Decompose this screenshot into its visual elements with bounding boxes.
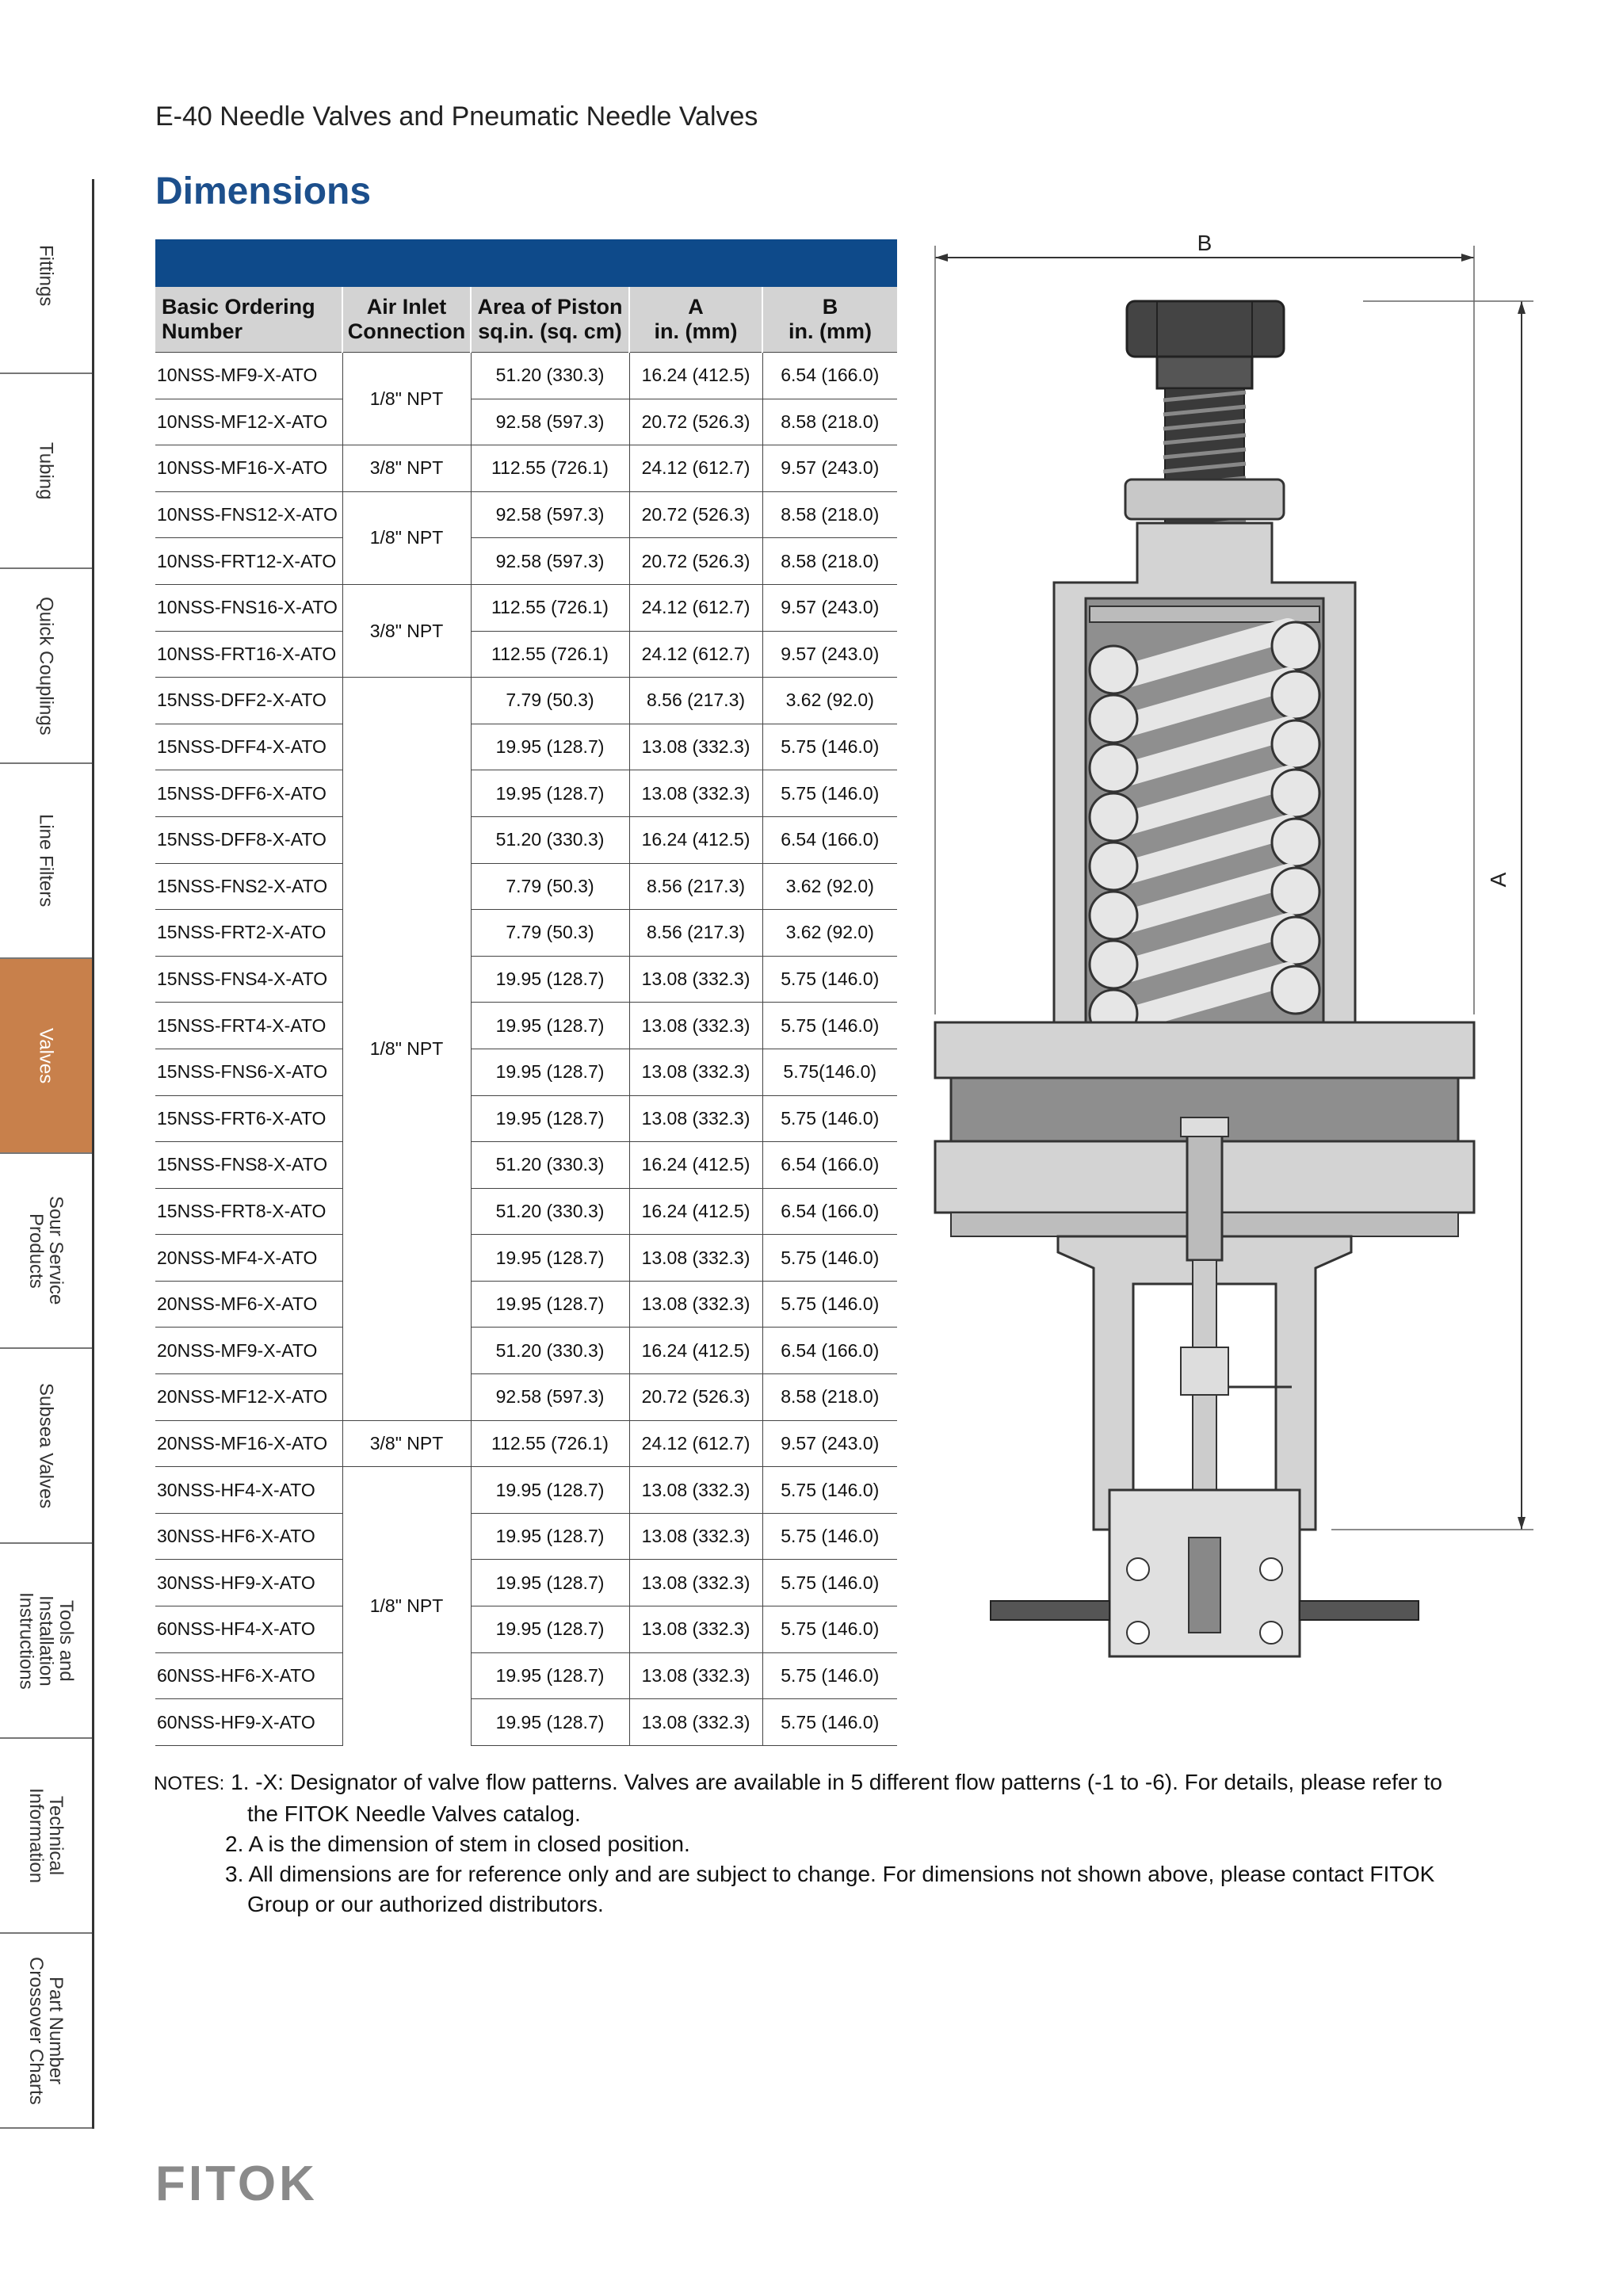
ordering-number-cell: 30NSS-HF4-X-ATO (155, 1467, 342, 1514)
dim-b-cell: 9.57 (243.0) (762, 584, 897, 631)
air-inlet-cell: 1/8" NPT (342, 1467, 471, 1746)
piston-area-cell: 112.55 (726.1) (471, 584, 629, 631)
sidebar-tab-fittings[interactable] (0, 179, 92, 374)
table-row (155, 584, 897, 631)
piston-area-cell: 19.95 (128.7) (471, 770, 629, 817)
spring-coil-section (1272, 868, 1319, 915)
piston-area-cell: 19.95 (128.7) (471, 1560, 629, 1606)
dim-b-cell: 5.75 (146.0) (762, 724, 897, 770)
dim-b-cell: 6.54 (166.0) (762, 1328, 897, 1374)
piston-area-cell: 92.58 (597.3) (471, 399, 629, 445)
ordering-number-cell: 60NSS-HF9-X-ATO (155, 1699, 342, 1746)
piston-area-cell: 19.95 (128.7) (471, 1281, 629, 1328)
piston-area-cell: 19.95 (128.7) (471, 1235, 629, 1282)
dim-b-cell: 3.62 (92.0) (762, 863, 897, 910)
piston-area-cell: 51.20 (330.3) (471, 1328, 629, 1374)
table-row (155, 678, 897, 724)
sidebar-tab-part-number-crossover-charts[interactable] (0, 1934, 92, 2129)
spring-coil-section (1272, 671, 1319, 719)
piston-area-cell: 7.79 (50.3) (471, 863, 629, 910)
spring-coil-section (1090, 941, 1137, 988)
ordering-number-cell: 10NSS-FNS12-X-ATO (155, 491, 342, 538)
table-row (155, 1328, 897, 1374)
ordering-number-cell: 15NSS-FRT6-X-ATO (155, 1095, 342, 1142)
table-row (155, 1560, 897, 1606)
piston-area-cell: 92.58 (597.3) (471, 538, 629, 585)
piston-area-cell: 19.95 (128.7) (471, 1606, 629, 1653)
sidebar-tab-label: Part Number Crossover Charts (25, 1956, 67, 2105)
note-3-continued: Group or our authorized distributors. (247, 1892, 604, 1916)
valve-cross-section-drawing (919, 222, 1537, 1728)
table-row (155, 1049, 897, 1095)
table-row (155, 1513, 897, 1560)
dim-a-cell: 24.12 (612.7) (629, 631, 762, 678)
table-row (155, 1003, 897, 1049)
sidebar-tab-sour-service-products[interactable] (0, 1154, 92, 1349)
ordering-number-cell: 10NSS-MF16-X-ATO (155, 445, 342, 492)
dimensions-table (155, 287, 897, 1746)
table-row (155, 1699, 897, 1746)
dim-b-cell: 5.75 (146.0) (762, 1699, 897, 1746)
section-title: Dimensions (155, 170, 372, 212)
dim-b-cell: 8.58 (218.0) (762, 1374, 897, 1421)
dim-b-cell: 5.75 (146.0) (762, 1652, 897, 1699)
spring-coil-section (1090, 892, 1137, 939)
dim-a-cell: 20.72 (526.3) (629, 399, 762, 445)
ordering-number-cell: 30NSS-HF9-X-ATO (155, 1560, 342, 1606)
piston-area-cell: 51.20 (330.3) (471, 1188, 629, 1235)
table-row (155, 631, 897, 678)
notes-label: NOTES: (154, 1773, 225, 1794)
ordering-number-cell: 20NSS-MF12-X-ATO (155, 1374, 342, 1421)
ordering-number-cell: 20NSS-MF6-X-ATO (155, 1281, 342, 1328)
table-row (155, 724, 897, 770)
air-inlet-cell: 3/8" NPT (342, 445, 471, 492)
dim-a-cell: 13.08 (332.3) (629, 1049, 762, 1095)
table-row (155, 1281, 897, 1328)
ordering-number-cell: 15NSS-FRT8-X-ATO (155, 1188, 342, 1235)
table-row (155, 1420, 897, 1467)
dim-b-cell: 5.75 (146.0) (762, 1467, 897, 1514)
dim-b-cell: 8.58 (218.0) (762, 399, 897, 445)
dim-b-cell: 5.75 (146.0) (762, 1606, 897, 1653)
header-ordering-number: Basic Ordering Number (155, 287, 342, 353)
sidebar-tab-label: Subsea Valves (35, 1382, 57, 1509)
dim-b-cell: 5.75 (146.0) (762, 956, 897, 1003)
dim-a-cell: 13.08 (332.3) (629, 1235, 762, 1282)
ordering-number-cell: 10NSS-MF12-X-ATO (155, 399, 342, 445)
dim-b-cell: 6.54 (166.0) (762, 353, 897, 399)
note-2: 2. A is the dimension of stem in closed position. (225, 1832, 690, 1856)
sidebar-tab-label: Tools and Installation Instructions (15, 1591, 77, 1690)
spring-coil-section (1090, 793, 1137, 841)
dim-b-cell: 6.54 (166.0) (762, 1142, 897, 1189)
table-row (155, 1606, 897, 1653)
table-row (155, 1652, 897, 1699)
piston-area-cell: 19.95 (128.7) (471, 1513, 629, 1560)
dim-b-cell: 6.54 (166.0) (762, 1188, 897, 1235)
table-row (155, 445, 897, 492)
note-3: 3. All dimensions are for reference only and are subject to change. For dimensions not shown above, please contact FITOK (225, 1862, 1435, 1886)
ordering-number-cell: 60NSS-HF4-X-ATO (155, 1606, 342, 1653)
sidebar-nav (0, 179, 94, 2129)
ordering-number-cell: 60NSS-HF6-X-ATO (155, 1652, 342, 1699)
dim-a-cell: 16.24 (412.5) (629, 1328, 762, 1374)
ordering-number-cell: 20NSS-MF4-X-ATO (155, 1235, 342, 1282)
adjust-nut (1127, 301, 1284, 388)
dim-a-cell: 24.12 (612.7) (629, 1420, 762, 1467)
dim-b-cell: 5.75(146.0) (762, 1049, 897, 1095)
sidebar-tab-quick-couplings[interactable] (0, 569, 92, 764)
spring-coil-section (1272, 720, 1319, 768)
piston-area-cell: 51.20 (330.3) (471, 353, 629, 399)
dim-a-cell: 20.72 (526.3) (629, 1374, 762, 1421)
sidebar-tab-label: Quick Couplings (35, 596, 57, 735)
dimension-a-label: A (1486, 872, 1510, 888)
note-1-continued: the FITOK Needle Valves catalog. (247, 1801, 581, 1826)
spring-coil-section (1272, 966, 1319, 1014)
dim-a-cell: 8.56 (217.3) (629, 863, 762, 910)
piston-area-cell: 51.20 (330.3) (471, 1142, 629, 1189)
piston-area-cell: 51.20 (330.3) (471, 816, 629, 863)
dim-b-cell: 9.57 (243.0) (762, 631, 897, 678)
dim-b-cell: 3.62 (92.0) (762, 678, 897, 724)
table-row (155, 1235, 897, 1282)
dim-a-cell: 13.08 (332.3) (629, 1513, 762, 1560)
spring-coil-section (1090, 695, 1137, 743)
dim-b-cell: 8.58 (218.0) (762, 491, 897, 538)
spring-coil-section (1272, 770, 1319, 817)
dim-a-cell: 13.08 (332.3) (629, 1606, 762, 1653)
sidebar-tab-label: Valves (35, 1027, 57, 1084)
page-header: E-40 Needle Valves and Pneumatic Needle Valves (155, 101, 758, 132)
dim-b-cell: 8.58 (218.0) (762, 538, 897, 585)
dim-b-cell: 9.57 (243.0) (762, 445, 897, 492)
spring-coil-section (1272, 917, 1319, 965)
piston-area-cell: 92.58 (597.3) (471, 1374, 629, 1421)
piston-area-cell: 19.95 (128.7) (471, 724, 629, 770)
table-row (155, 770, 897, 817)
piston-area-cell: 19.95 (128.7) (471, 1699, 629, 1746)
ordering-number-cell: 10NSS-FNS16-X-ATO (155, 584, 342, 631)
ordering-number-cell: 15NSS-FNS6-X-ATO (155, 1049, 342, 1095)
dim-a-cell: 13.08 (332.3) (629, 1467, 762, 1514)
air-inlet-cell: 1/8" NPT (342, 491, 471, 584)
dim-a-cell: 13.08 (332.3) (629, 956, 762, 1003)
dim-b-cell: 5.75 (146.0) (762, 1513, 897, 1560)
dim-a-cell: 20.72 (526.3) (629, 538, 762, 585)
air-inlet-cell: 3/8" NPT (342, 584, 471, 677)
table-row (155, 863, 897, 910)
ordering-number-cell: 15NSS-DFF4-X-ATO (155, 724, 342, 770)
dimensions-table-wrap (155, 239, 897, 1746)
spring-coil-section (1272, 819, 1319, 866)
table-row (155, 1095, 897, 1142)
table-row (155, 816, 897, 863)
sidebar-tab-technical-information[interactable] (0, 1739, 92, 1934)
ordering-number-cell: 20NSS-MF9-X-ATO (155, 1328, 342, 1374)
ordering-number-cell: 15NSS-DFF2-X-ATO (155, 678, 342, 724)
ordering-number-cell: 15NSS-FNS8-X-ATO (155, 1142, 342, 1189)
piston-area-cell: 92.58 (597.3) (471, 491, 629, 538)
sidebar-tab-label: Technical Information (25, 1787, 67, 1884)
piston-area-cell: 112.55 (726.1) (471, 445, 629, 492)
ordering-number-cell: 15NSS-FRT4-X-ATO (155, 1003, 342, 1049)
sidebar-tab-label: Sour Service Products (25, 1196, 67, 1305)
table-row (155, 1188, 897, 1235)
ordering-number-cell: 15NSS-FRT2-X-ATO (155, 910, 342, 957)
valve-body (991, 1490, 1419, 1656)
dim-b-cell: 5.75 (146.0) (762, 1235, 897, 1282)
dim-a-cell: 8.56 (217.3) (629, 910, 762, 957)
sidebar-tab-label: Tubing (35, 441, 57, 500)
ordering-number-cell: 30NSS-HF6-X-ATO (155, 1513, 342, 1560)
dim-a-cell: 13.08 (332.3) (629, 1095, 762, 1142)
dim-a-cell: 13.08 (332.3) (629, 1699, 762, 1746)
sidebar-tab-line-filters[interactable] (0, 764, 92, 959)
notes-block (154, 1767, 1533, 1920)
dim-a-cell: 13.08 (332.3) (629, 1281, 762, 1328)
dim-b-cell: 5.75 (146.0) (762, 770, 897, 817)
dim-b-cell: 5.75 (146.0) (762, 1560, 897, 1606)
sidebar-tab-tools-and-installation-instructions[interactable] (0, 1544, 92, 1739)
header-air-inlet: Air Inlet Connection (342, 287, 471, 353)
piston-area-cell: 112.55 (726.1) (471, 631, 629, 678)
piston-area-cell: 19.95 (128.7) (471, 1652, 629, 1699)
air-inlet-cell: 1/8" NPT (342, 353, 471, 445)
dim-a-cell: 13.08 (332.3) (629, 1560, 762, 1606)
dim-a-cell: 20.72 (526.3) (629, 491, 762, 538)
sidebar-tab-label: Fittings (35, 245, 57, 307)
dimension-b-label: B (1197, 231, 1212, 255)
dim-a-cell: 16.24 (412.5) (629, 1188, 762, 1235)
ordering-number-cell: 10NSS-FRT12-X-ATO (155, 538, 342, 585)
header-dim-b: B in. (mm) (762, 287, 897, 353)
dim-b-cell: 5.75 (146.0) (762, 1003, 897, 1049)
ordering-number-cell: 15NSS-DFF8-X-ATO (155, 816, 342, 863)
piston-area-cell: 19.95 (128.7) (471, 1467, 629, 1514)
table-row (155, 353, 897, 399)
piston-area-cell: 7.79 (50.3) (471, 678, 629, 724)
piston-area-cell: 112.55 (726.1) (471, 1420, 629, 1467)
piston-area-cell: 19.95 (128.7) (471, 1003, 629, 1049)
piston-area-cell: 19.95 (128.7) (471, 956, 629, 1003)
spring-coil-section (1090, 744, 1137, 792)
dim-a-cell: 13.08 (332.3) (629, 724, 762, 770)
dim-b-cell: 3.62 (92.0) (762, 910, 897, 957)
dim-a-cell: 24.12 (612.7) (629, 584, 762, 631)
dim-a-cell: 16.24 (412.5) (629, 816, 762, 863)
dim-b-cell: 9.57 (243.0) (762, 1420, 897, 1467)
spring-coil-section (1090, 842, 1137, 890)
dim-a-cell: 24.12 (612.7) (629, 445, 762, 492)
dim-a-cell: 16.24 (412.5) (629, 353, 762, 399)
ordering-number-cell: 15NSS-DFF6-X-ATO (155, 770, 342, 817)
dim-b-cell: 6.54 (166.0) (762, 816, 897, 863)
dim-b-cell: 5.75 (146.0) (762, 1281, 897, 1328)
sidebar-tab-tubing[interactable] (0, 374, 92, 569)
table-row (155, 956, 897, 1003)
spring-coil-section (1090, 646, 1137, 693)
sidebar-tab-subsea-valves[interactable] (0, 1349, 92, 1544)
air-inlet-cell: 1/8" NPT (342, 678, 471, 1421)
table-row (155, 399, 897, 445)
piston-area-cell: 7.79 (50.3) (471, 910, 629, 957)
header-dim-a: A in. (mm) (629, 287, 762, 353)
sidebar-tab-label: Line Filters (35, 814, 57, 907)
air-inlet-cell: 3/8" NPT (342, 1420, 471, 1467)
ordering-number-cell: 15NSS-FNS4-X-ATO (155, 956, 342, 1003)
sidebar-tab-valves[interactable] (0, 959, 92, 1154)
table-row (155, 1374, 897, 1421)
table-row (155, 910, 897, 957)
piston-area-cell: 19.95 (128.7) (471, 1049, 629, 1095)
header-piston-area: Area of Piston sq.in. (sq. cm) (471, 287, 629, 353)
ordering-number-cell: 20NSS-MF16-X-ATO (155, 1420, 342, 1467)
piston-area-cell: 19.95 (128.7) (471, 1095, 629, 1142)
lock-nut (1125, 479, 1284, 519)
fitok-logo: FITOK (155, 2157, 318, 2211)
dim-a-cell: 13.08 (332.3) (629, 1652, 762, 1699)
table-row (155, 491, 897, 538)
dim-a-cell: 13.08 (332.3) (629, 1003, 762, 1049)
note-1: 1. -X: Designator of valve flow patterns. Valves are available in 5 different flow patterns (-1 to -6). For details, please refer to (231, 1770, 1442, 1794)
table-row (155, 1142, 897, 1189)
ordering-number-cell: 10NSS-MF9-X-ATO (155, 353, 342, 399)
spring-coil-section (1272, 622, 1319, 670)
dim-a-cell: 8.56 (217.3) (629, 678, 762, 724)
table-row (155, 1467, 897, 1514)
dim-a-cell: 13.08 (332.3) (629, 770, 762, 817)
ordering-number-cell: 10NSS-FRT16-X-ATO (155, 631, 342, 678)
table-row (155, 538, 897, 585)
ordering-number-cell: 15NSS-FNS2-X-ATO (155, 863, 342, 910)
dimension-a (1331, 301, 1533, 1530)
dim-b-cell: 5.75 (146.0) (762, 1095, 897, 1142)
table-banner (155, 239, 897, 287)
dim-a-cell: 16.24 (412.5) (629, 1142, 762, 1189)
